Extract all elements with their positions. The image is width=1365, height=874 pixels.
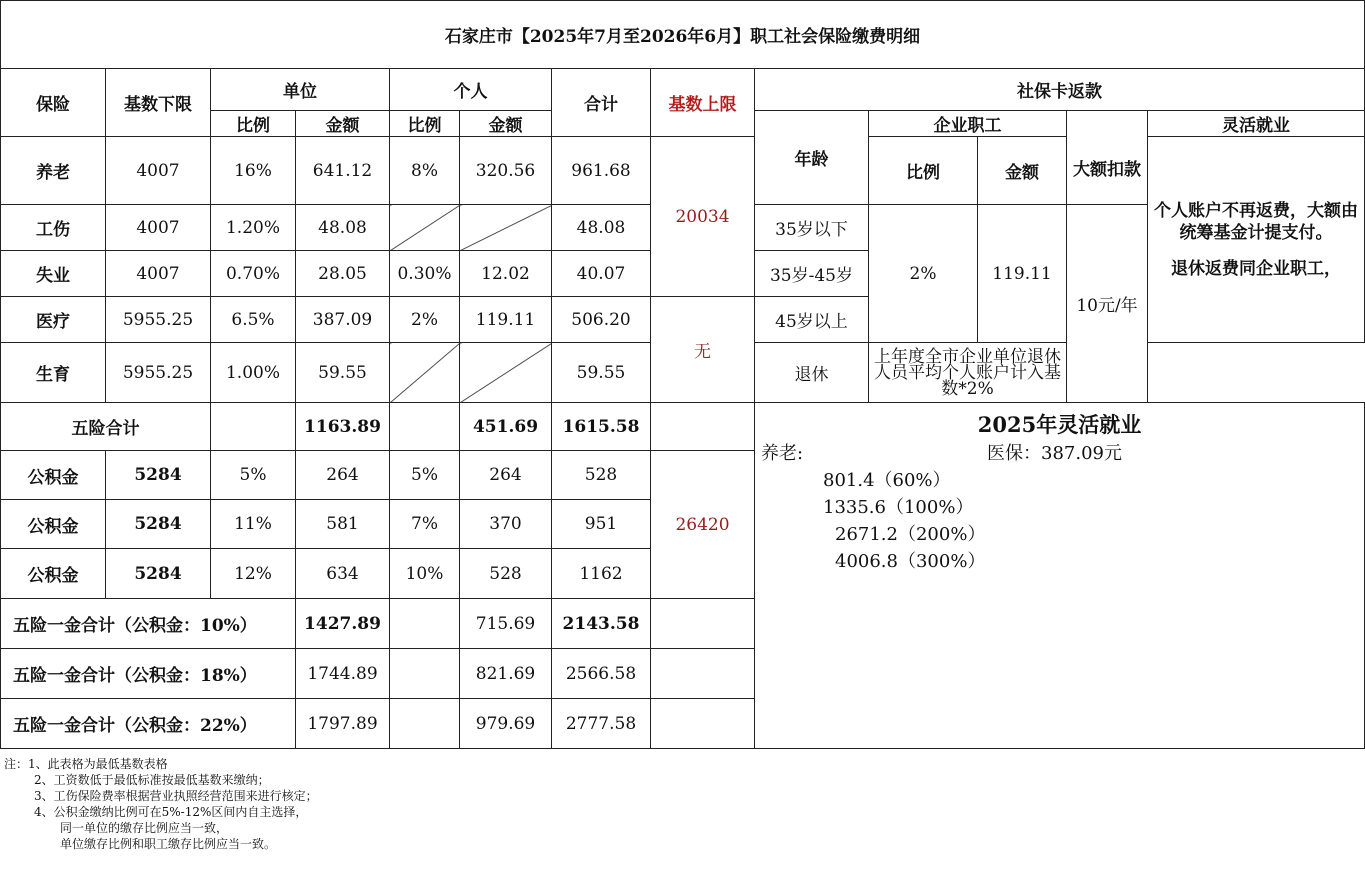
refund-ratio: 2% xyxy=(869,205,978,343)
header-ratio-refund: 比例 xyxy=(869,137,978,205)
combo-row-2-base-max-empty xyxy=(651,649,755,699)
row-maternity-base: 5955.25 xyxy=(106,343,211,403)
flexible-pension-line-3: 2671.2（200%） xyxy=(835,524,986,545)
row-maternity-personal-ratio-empty xyxy=(390,343,460,403)
row-maternity-unit-amount: 59.55 xyxy=(296,343,390,403)
header-refund: 社保卡返款 xyxy=(755,69,1365,111)
combo-row-1-personal-amount: 715.69 xyxy=(460,599,552,649)
fund-row-3-personal-ratio: 10% xyxy=(390,549,460,599)
footnote-2: 2、工资数低于最低标准按最低基数来缴纳； xyxy=(34,773,270,787)
flexible-note-1: 个人账户不再返费，大额由统筹基金计提支付。 xyxy=(1154,200,1358,243)
row-pension-total: 961.68 xyxy=(552,137,651,205)
header-base-min: 基数下限 xyxy=(106,69,211,137)
fund-row-2-personal-amount: 370 xyxy=(460,500,552,549)
row-injury-name: 工伤 xyxy=(1,205,106,251)
fund-row-3-unit-amount: 634 xyxy=(296,549,390,599)
fund-row-3-name: 公积金 xyxy=(1,549,106,599)
fund-row-1-personal-amount: 264 xyxy=(460,451,552,500)
combo-row-3-personal-amount: 979.69 xyxy=(460,699,552,749)
header-amount-refund: 金额 xyxy=(978,137,1067,205)
fund-row-2-unit-ratio: 11% xyxy=(211,500,296,549)
five-total-label: 五险合计 xyxy=(1,403,211,451)
base-max-medical: 无 xyxy=(651,297,755,403)
footnote-4-cont-1: 同一单位的缴存比例应当一致， xyxy=(60,821,229,835)
footnote-4: 4、公积金缴纳比例可在5%-12%区间内自主选择， xyxy=(34,805,308,819)
header-total: 合计 xyxy=(552,69,651,137)
header-personal-amount: 金额 xyxy=(460,111,552,137)
flexible-note-cell xyxy=(1148,137,1365,343)
combo-row-3-total: 2777.58 xyxy=(552,699,651,749)
flexible-panel-title: 2025年灵活就业 xyxy=(977,412,1142,437)
row-injury-base: 4007 xyxy=(106,205,211,251)
five-total-unit-amount: 1163.89 xyxy=(296,403,390,451)
row-medical-personal-ratio: 2% xyxy=(390,297,460,343)
header-base-max: 基数上限 xyxy=(651,69,755,137)
footnotes xyxy=(4,756,318,852)
page-title: 石家庄市【2025年7月至2026年6月】职工社会保险缴费明细 xyxy=(1,1,1365,69)
row-unemployment-base: 4007 xyxy=(106,251,211,297)
base-max-fund: 26420 xyxy=(651,451,755,599)
fund-row-3-base: 5284 xyxy=(106,549,211,599)
footnote-4-cont-2: 单位缴存比例和职工缴存比例应当一致。 xyxy=(60,837,277,851)
fund-row-3-personal-amount: 528 xyxy=(460,549,552,599)
header-personal-ratio: 比例 xyxy=(390,111,460,137)
header-flexible: 灵活就业 xyxy=(1148,111,1365,137)
row-injury-total: 48.08 xyxy=(552,205,651,251)
flexible-pension-line-2: 1335.6（100%） xyxy=(823,497,974,518)
five-total-personal-ratio-empty xyxy=(390,403,460,451)
row-injury-unit-amount: 48.08 xyxy=(296,205,390,251)
row-medical-personal-amount: 119.11 xyxy=(460,297,552,343)
row-injury-unit-ratio: 1.20% xyxy=(211,205,296,251)
combo-row-2-unit-amount: 1744.89 xyxy=(296,649,390,699)
refund-age-2: 35岁-45岁 xyxy=(755,251,869,297)
row-pension-base: 4007 xyxy=(106,137,211,205)
combo-row-1-base-max-empty xyxy=(651,599,755,649)
row-injury-personal-ratio-empty xyxy=(390,205,460,251)
combo-row-1-ratio-empty xyxy=(390,599,460,649)
row-maternity-personal-amount-empty xyxy=(460,343,552,403)
row-maternity-total: 59.55 xyxy=(552,343,651,403)
footnote-3: 3、工伤保险费率根据营业执照经营范围来进行核定； xyxy=(34,789,318,803)
row-unemployment-personal-amount: 12.02 xyxy=(460,251,552,297)
fund-row-2-personal-ratio: 7% xyxy=(390,500,460,549)
row-medical-name: 医疗 xyxy=(1,297,106,343)
five-total-base-max-empty xyxy=(651,403,755,451)
row-medical-unit-ratio: 6.5% xyxy=(211,297,296,343)
row-pension-name: 养老 xyxy=(1,137,106,205)
combo-row-1-unit-amount: 1427.89 xyxy=(296,599,390,649)
refund-age-1: 35岁以下 xyxy=(755,205,869,251)
refund-age-3: 45岁以上 xyxy=(755,297,869,343)
row-unemployment-unit-ratio: 0.70% xyxy=(211,251,296,297)
flexible-pension-line-4: 4006.8（300%） xyxy=(835,551,986,572)
flexible-pension-label: 养老: xyxy=(761,443,804,464)
fund-row-3-total: 1162 xyxy=(552,549,651,599)
refund-big-deduct: 10元/年 xyxy=(1067,205,1148,403)
fund-row-3-unit-ratio: 12% xyxy=(211,549,296,599)
five-total-unit-ratio-empty xyxy=(211,403,296,451)
row-medical-unit-amount: 387.09 xyxy=(296,297,390,343)
five-total-personal-amount: 451.69 xyxy=(460,403,552,451)
header-insurance: 保险 xyxy=(1,69,106,137)
fund-row-2-unit-amount: 581 xyxy=(296,500,390,549)
row-medical-total: 506.20 xyxy=(552,297,651,343)
combo-row-2-personal-amount: 821.69 xyxy=(460,649,552,699)
header-unit-ratio: 比例 xyxy=(211,111,296,137)
row-medical-base: 5955.25 xyxy=(106,297,211,343)
refund-amount: 119.11 xyxy=(978,205,1067,343)
header-big-deduct: 大额扣款 xyxy=(1067,137,1148,205)
combo-row-2-total: 2566.58 xyxy=(552,649,651,699)
row-unemployment-unit-amount: 28.05 xyxy=(296,251,390,297)
header-unit: 单位 xyxy=(211,69,390,111)
row-pension-unit-ratio: 16% xyxy=(211,137,296,205)
row-maternity-name: 生育 xyxy=(1,343,106,403)
flexible-medical-label: 医保：387.09元 xyxy=(987,443,1122,464)
row-unemployment-total: 40.07 xyxy=(552,251,651,297)
five-total-total: 1615.58 xyxy=(552,403,651,451)
header-unit-amount: 金额 xyxy=(296,111,390,137)
flexible-note-2: 退休返费同企业职工， xyxy=(1171,258,1341,279)
header-enterprise-staff: 企业职工 xyxy=(869,111,1067,137)
fund-row-2-total: 951 xyxy=(552,500,651,549)
refund-age-4: 退休 xyxy=(755,343,869,403)
footnote-1: 注：1、此表格为最低基数表格 xyxy=(4,757,168,771)
row-pension-personal-ratio: 8% xyxy=(390,137,460,205)
combo-row-3-label: 五险一金合计（公积金：22%） xyxy=(1,699,296,749)
row-unemployment-personal-ratio: 0.30% xyxy=(390,251,460,297)
combo-row-3-base-max-empty xyxy=(651,699,755,749)
fund-row-1-unit-amount: 264 xyxy=(296,451,390,500)
base-max-pension: 20034 xyxy=(651,137,755,297)
refund-retire-note: 上年度全市企业单位退休人员平均个人账户计入基数*2% xyxy=(869,343,1067,403)
combo-row-3-unit-amount: 1797.89 xyxy=(296,699,390,749)
header-age: 年龄 xyxy=(755,111,869,205)
row-unemployment-name: 失业 xyxy=(1,251,106,297)
row-pension-unit-amount: 641.12 xyxy=(296,137,390,205)
row-injury-personal-amount-empty xyxy=(460,205,552,251)
fund-row-1-base: 5284 xyxy=(106,451,211,500)
row-maternity-unit-ratio: 1.00% xyxy=(211,343,296,403)
flexible-panel xyxy=(755,403,1365,749)
combo-row-1-label: 五险一金合计（公积金：10%） xyxy=(1,599,296,649)
header-personal: 个人 xyxy=(390,69,552,111)
fund-row-1-total: 528 xyxy=(552,451,651,500)
combo-row-2-ratio-empty xyxy=(390,649,460,699)
combo-row-1-total: 2143.58 xyxy=(552,599,651,649)
combo-row-2-label: 五险一金合计（公积金：18%） xyxy=(1,649,296,699)
row-pension-personal-amount: 320.56 xyxy=(460,137,552,205)
fund-row-2-name: 公积金 xyxy=(1,500,106,549)
fund-row-2-base: 5284 xyxy=(106,500,211,549)
combo-row-3-ratio-empty xyxy=(390,699,460,749)
fund-row-1-personal-ratio: 5% xyxy=(390,451,460,500)
flexible-pension-line-1: 801.4（60%） xyxy=(823,470,951,491)
fund-row-1-name: 公积金 xyxy=(1,451,106,500)
header-big-deduct-top xyxy=(1067,111,1148,137)
fund-row-1-unit-ratio: 5% xyxy=(211,451,296,500)
